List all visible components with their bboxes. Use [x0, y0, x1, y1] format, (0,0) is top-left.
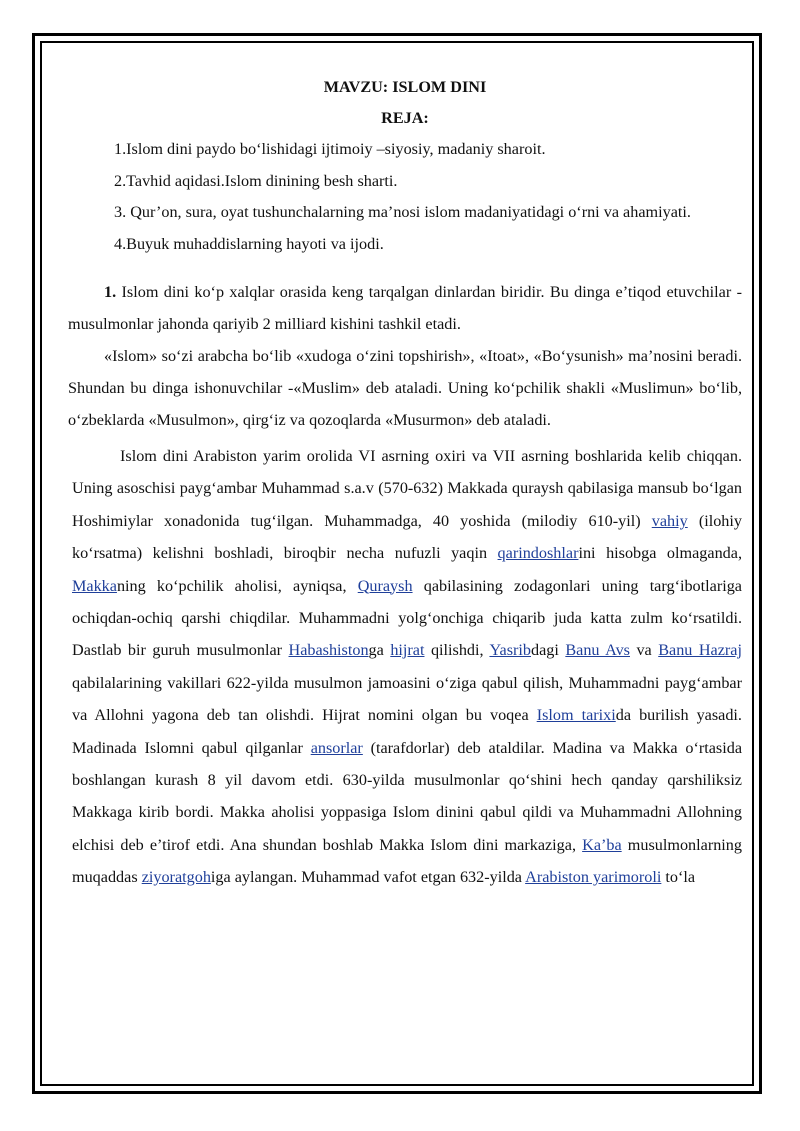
text-run: ini hisobga olmaganda,: [578, 544, 742, 563]
plan-item-1: 1.Islom dini paydo bo‘lishidagi ijtimoiy –siyosiy, madaniy sharoit.: [114, 140, 546, 158]
link-ziyoratgoh[interactable]: ziyoratgoh: [141, 868, 211, 887]
link-yasrib[interactable]: Yasrib: [489, 641, 531, 660]
paragraph-1: [68, 276, 742, 340]
link-hijrat[interactable]: hijrat: [390, 641, 425, 660]
text-run: to‘la: [661, 868, 696, 887]
paragraph-3-block: [68, 440, 742, 894]
plan-item-3: 3. Qur’on, sura, oyat tushunchalarning ma’nosi islom madaniyatidagi o‘rni va ahamiyati.: [114, 203, 691, 221]
section-number: 1.: [104, 283, 117, 301]
paragraph-2: «Islom» so‘zi arabcha bo‘lib «xudoga o‘zini topshirish», «Itoat», «Bo‘ysunish» ma’nosini beradi. Shundan bu dinga ishonuvchilar -«Muslim» deb ataladi. Uning ko‘pchilik shakli «Muslimun» bo‘lib, o‘zbeklarda «Musulmon», qirg‘iz va qozoqlarda «Musurmon» deb ataladi.: [68, 347, 742, 429]
link-banu-hazraj[interactable]: Banu Hazraj: [658, 641, 742, 660]
text-run: ga: [368, 641, 391, 660]
text-run: da burilish yasadi. Madinada Islomni qabul qilganlar: [72, 706, 742, 757]
link-banu-avs[interactable]: Banu Avs: [565, 641, 630, 660]
plan-item-4: 4.Buyuk muhaddislarning hayoti va ijodi.: [114, 234, 384, 253]
text-run: musulmonlarning muqaddas: [72, 835, 742, 887]
link-qarindoshlar[interactable]: qarindoshlar: [497, 544, 579, 563]
link-vahiy[interactable]: vahiy: [651, 511, 688, 530]
link-ansorlar[interactable]: ansorlar: [310, 738, 363, 757]
text-run: qabilasining zodagonlari uning targ‘ibotlariga ochiqdan-ochiq qarshi chiqdilar. Muhammadni yolg‘onchiga chiqarib juda katta zulm ko‘rsatildi. Dastlab bir guruh musulmonlar: [72, 576, 742, 660]
link-quraysh[interactable]: Quraysh: [357, 576, 413, 595]
link-islom-tarixi[interactable]: Islom tarixi: [536, 706, 616, 725]
link-habashiston[interactable]: Habashiston: [288, 641, 369, 660]
paragraph-1-text: Islom dini ko‘p xalqlar orasida keng tarqalgan dinlardan biridir. Bu dinga e’tiqod etuvchilar - musulmonlar jahonda qariyib 2 milliard kishini tashkil etadi.: [68, 283, 742, 333]
text-run: va: [629, 641, 659, 660]
link-makka[interactable]: Makka: [72, 576, 117, 595]
plan-heading: REJA:: [381, 109, 429, 127]
document-title: MAVZU: ISLOM DINI: [323, 78, 487, 96]
text-run: dagi: [531, 641, 566, 660]
text-run: qabilalarining vakillari 622-yilda musulmon jamoasini o‘ziga qabul qilish, Muhammadni payg‘ambar va Allohni yagona deb tan olishdi. Hijrat nomini olgan bu voqea: [72, 673, 742, 725]
link-arabiston-yarimoroli[interactable]: Arabiston yarimoroli: [525, 868, 662, 887]
text-run: iga aylangan. Muhammad vafot etgan 632-yilda: [210, 868, 526, 887]
paragraph-3: [72, 440, 742, 894]
text-run: Islom dini Arabiston yarim orolida VI asrning oxiri va VII asrning boshlarida kelib chiqqan. Uning asoschisi payg‘ambar Muhammad s.a.v (570-632) Makkada quraysh qabilasiga mansub bo‘lgan Hoshimiylar xonadonida tug‘ilgan. Muhammadga, 40 yoshida (milodiy 610-yil): [72, 447, 742, 530]
document-body: [68, 72, 742, 894]
plan-item-2: 2.Tavhid aqidasi.Islom dinining besh sharti.: [114, 171, 398, 190]
text-run: (tarafdorlar) deb ataldilar. Madina va Makka o‘rtasida boshlangan kurash 8 yil davom etdi. 630-yilda musulmonlar qo‘shini hech qanday qarshiliksiz Makkaga kirib bordi. Makka aholisi yoppasiga Islom dinini qabul qildi va Muhammadni Allohning elchisi deb e’tirof etdi. Ana shundan boshlab Makka Islom dini markaziga,: [72, 738, 743, 854]
text-run: (ilohiy ko‘rsatma) kelishni boshladi, biroqbir necha nufuzli yaqin: [72, 511, 742, 563]
text-run: qilishdi,: [424, 641, 490, 660]
text-run: ning ko‘pchilik aholisi, ayniqsa,: [116, 576, 358, 595]
link-kaba[interactable]: Ka’ba: [582, 835, 622, 854]
